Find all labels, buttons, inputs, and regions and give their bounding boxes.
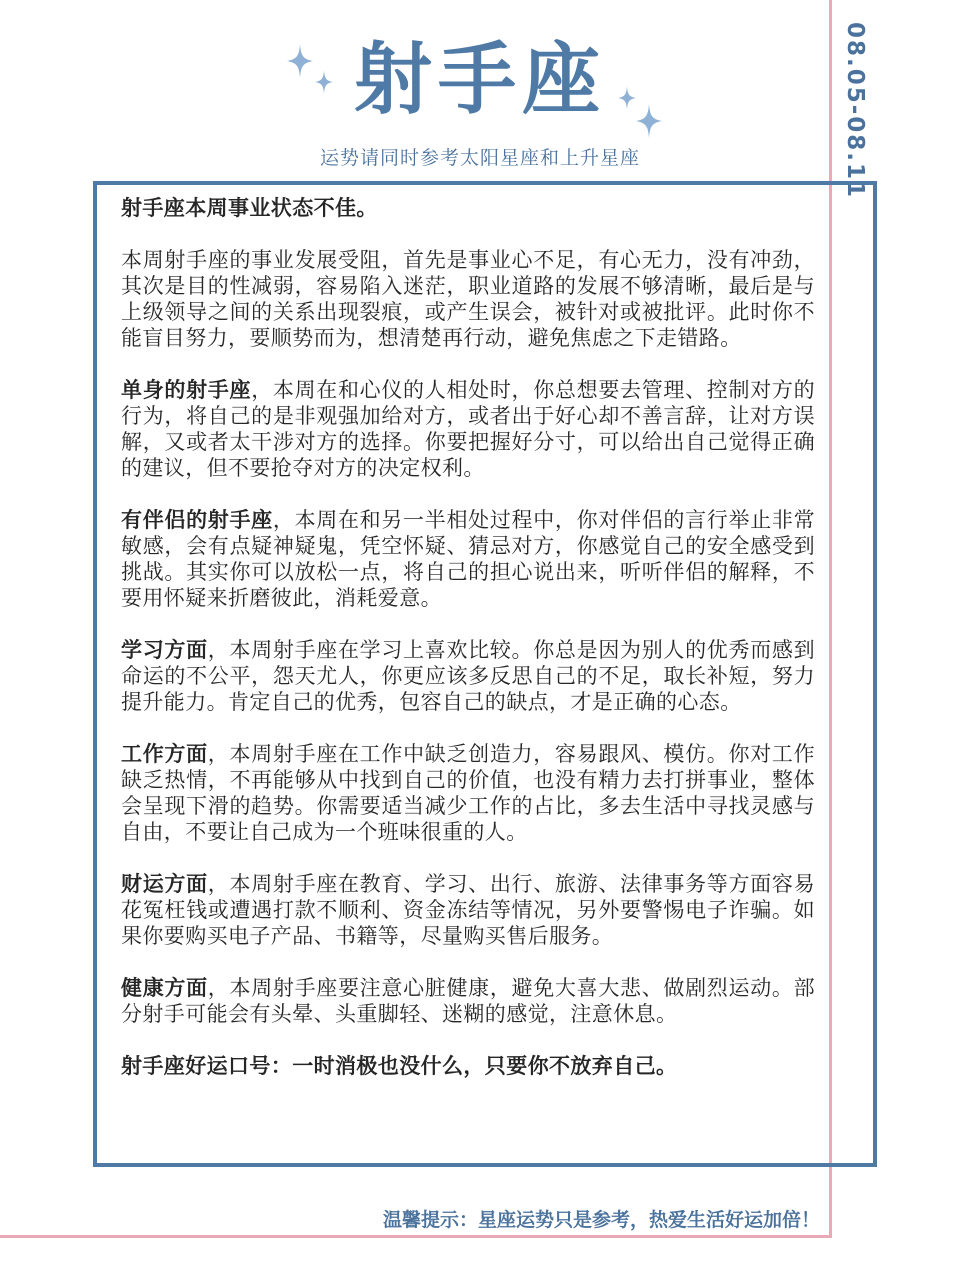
footer-tip: 温馨提示：星座运势只是参考，热爱生活好运加倍！: [382, 1209, 820, 1231]
paragraph-partnered: [121, 507, 815, 611]
wealth-lead: 财运方面: [121, 872, 208, 896]
career-text: 本周射手座的事业发展受阻，首先是事业心不足，有心无力，没有冲劲，其次是目的性减弱，容易陷入迷茫，职业道路的发展不够清晰，最后是与上级领导之间的关系出现裂痕，或产生误会，被针对或被批评。此时你不能盲目努力，要顺势而为，想清楚再行动，避免焦虑之下走错路。: [121, 248, 815, 350]
paragraph-health: [121, 975, 815, 1027]
paragraph-wealth: [121, 871, 815, 949]
page-title: 射手座: [353, 35, 606, 125]
paragraph-slogan: [121, 1053, 815, 1079]
single-text: ，本周在和心仪的人相处时，你总想要去管理、控制对方的行为，将自己的是非观强加给对方，或者出于好心却不善言辞，让对方误解，又或者太干涉对方的选择。你要把握好分寸，可以给出自己觉得正确的建议，但不要抢夺对方的决定权利。: [121, 378, 815, 480]
partnered-lead: 有伴侣的射手座: [121, 508, 273, 532]
study-text: ，本周射手座在学习上喜欢比较。你总是因为别人的优秀而感到命运的不公平，怨天尤人，你更应该多反思自己的不足，取长补短，努力提升能力。肯定自己的优秀，包容自己的缺点，才是正确的心态。: [121, 638, 815, 714]
wealth-text: ，本周射手座在教育、学习、出行、旅游、法律事务等方面容易花冤枉钱或遭遇打款不顺利、资金冻结等情况，另外要警惕电子诈骗。如果你要购买电子产品、书籍等，尽量购买售后服务。: [121, 872, 815, 948]
health-lead: 健康方面: [121, 976, 208, 1000]
pink-horizontal-line: [0, 1235, 832, 1238]
single-lead: 单身的射手座: [121, 378, 252, 402]
study-lead: 学习方面: [121, 638, 208, 662]
partnered-text: ，本周在和另一半相处过程中，你对伴侣的言行举止非常敏感，会有点疑神疑鬼，凭空怀疑、猜忌对方，你感觉自己的安全感受到挑战。其实你可以放松一点，将自己的担心说出来，听听伴侣的解释，不要用怀疑来折磨彼此，消耗爱意。: [121, 508, 815, 610]
paragraph-career-summary: [121, 195, 815, 221]
date-range: 08.05-08.11: [842, 22, 868, 200]
work-text: ，本周射手座在工作中缺乏创造力，容易跟风、模仿。你对工作缺乏热情，不再能够从中找到自己的价值，也没有精力去打拼事业，整体会呈现下滑的趋势。你需要适当减少工作的占比，多去生活中寻找灵感与自由，不要让自己成为一个班味很重的人。: [121, 742, 815, 844]
horoscope-content: [121, 195, 815, 1105]
paragraph-single: [121, 377, 815, 481]
work-lead: 工作方面: [121, 742, 208, 766]
paragraph-career: [121, 247, 815, 351]
paragraph-work: [121, 741, 815, 845]
career-summary-lead: 射手座本周事业状态不佳。: [121, 196, 378, 220]
paragraph-study: [121, 637, 815, 715]
subtitle: 运势请同时参考太阳星座和上升星座: [319, 147, 640, 169]
health-text: ，本周射手座要注意心脏健康，避免大喜大悲、做剧烈运动。部分射手可能会有头晕、头重脚轻、迷糊的感觉，注意休息。: [121, 976, 815, 1026]
slogan-lead: 射手座好运口号：一时消极也没什么，只要你不放弃自己。: [121, 1054, 678, 1078]
